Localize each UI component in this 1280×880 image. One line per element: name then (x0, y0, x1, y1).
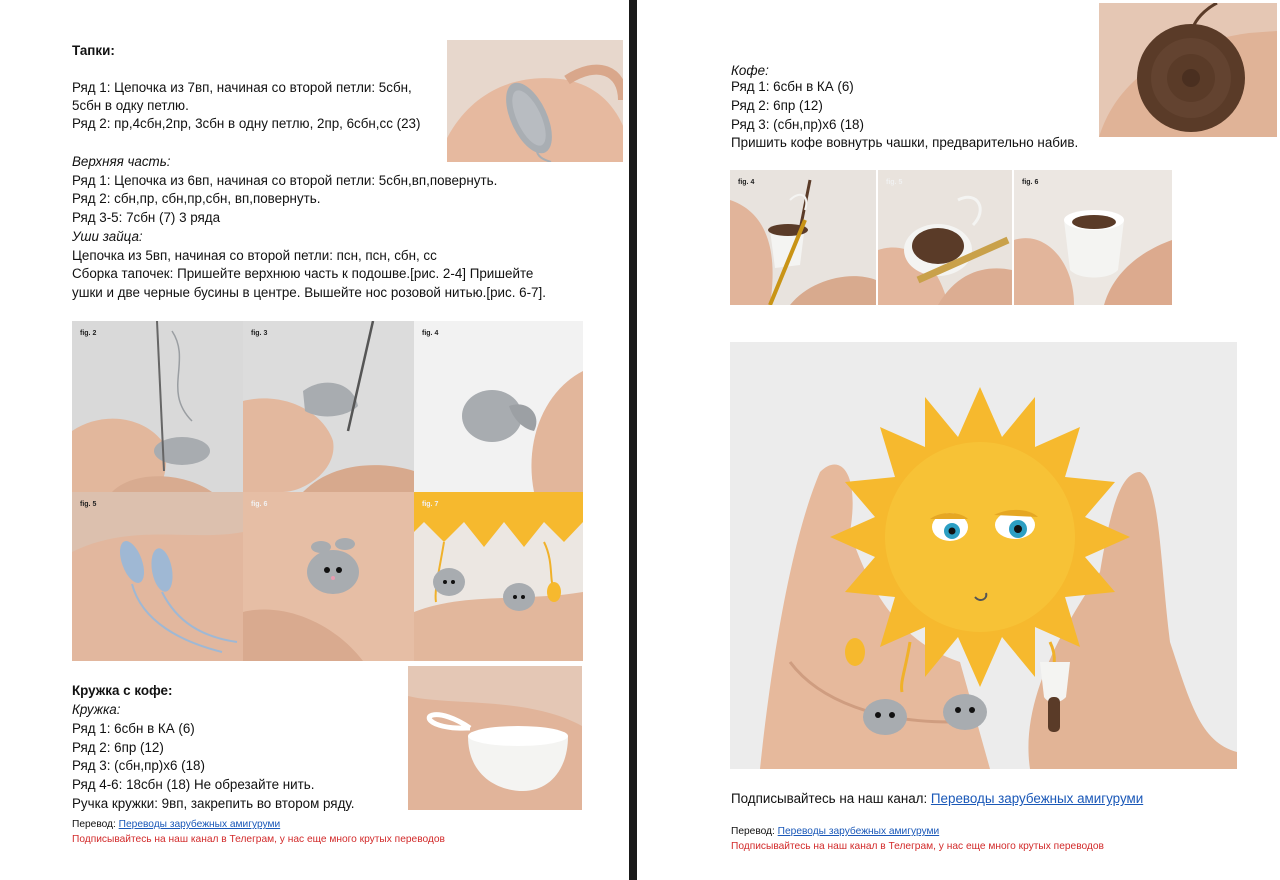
fig-5-label: fig. 5 (80, 501, 97, 508)
subscribe-link[interactable]: Переводы зарубежных амигуруми (930, 791, 1144, 806)
fig-6-coffee-label: fig. 6 (1022, 179, 1039, 186)
fig-6-photo (243, 492, 414, 661)
translation-prefix-right: Перевод: (731, 826, 778, 837)
upper-row-1: Ряд 1: Цепочка из 6вп, начиная со второй петли: 5сбн,вп,повернуть. (72, 173, 498, 188)
fig-4-photo (414, 321, 583, 492)
slippers-row-1-cont: 5сбн в одку петлю. (72, 98, 189, 113)
translation-link[interactable]: Переводы зарубежных амигуруми (118, 819, 281, 830)
fig-5-photo (72, 492, 243, 661)
fig-6-coffee-photo (1014, 170, 1172, 305)
fig-2-photo (72, 321, 243, 492)
mug-row-4-6: Ряд 4-6: 18сбн (18) Не обрезайте нить. (72, 777, 315, 792)
left-page (0, 0, 629, 880)
fig-5-coffee-label: fig. 5 (886, 179, 903, 186)
mug-row-1: Ряд 1: 6сбн в КА (6) (72, 721, 195, 736)
mug-row-3: Ряд 3: (сбн,пр)х6 (18) (72, 758, 205, 773)
assembly-line-2: ушки и две черные бусины в центре. Вышейте нос розовой нитью.[рис. 6-7]. (72, 285, 546, 300)
upper-row-2: Ряд 2: сбн,пр, сбн,пр,сбн, вп,повернуть. (72, 191, 321, 206)
upper-row-3: Ряд 3-5: 7сбн (7) 3 ряда (72, 210, 221, 225)
assembly-line-1: Сборка тапочек: Пришейте верхнюю часть к подошве.[рис. 2-4] Пришейте (72, 266, 534, 281)
subscribe-prefix: Подписывайтесь на наш канал: (731, 791, 931, 806)
sun-toy-photo (730, 342, 1237, 769)
fig-4-label: fig. 4 (422, 330, 439, 337)
mug-handle: Ручка кружки: 9вп, закрепить во втором ряду. (72, 796, 355, 811)
upper-part-title: Верхняя часть: (72, 154, 171, 169)
fig-2-label: fig. 2 (80, 330, 97, 337)
page-divider (629, 0, 637, 880)
fig-3-photo (243, 321, 414, 492)
translation-line-right (731, 825, 939, 839)
coffee-disc-photo (1099, 3, 1277, 137)
translation-link-right[interactable]: Переводы зарубежных амигуруми (777, 826, 940, 837)
right-page (637, 0, 1280, 880)
mug-with-coffee-title: Кружка с кофе: (72, 683, 173, 698)
fig-5-coffee-photo (878, 170, 1012, 305)
fig-7-photo (414, 492, 583, 661)
coffee-title: Кофе: (731, 63, 769, 78)
slippers-row-2: Ряд 2: пр,4сбн,2пр, 3сбн в одну петлю, 2пр, 6сбн,сс (23) (72, 116, 421, 131)
slippers-row-1: Ряд 1: Цепочка из 7вп, начиная со второй петли: 5сбн, (72, 80, 412, 95)
sole-photo (447, 40, 623, 162)
fig-4-coffee-label: fig. 4 (738, 179, 755, 186)
telegram-note-left: Подписывайтесь на наш канал в Телеграм, у нас еще много крутых переводов (72, 834, 445, 845)
fig-3-label: fig. 3 (251, 330, 268, 337)
ears-title: Уши зайца: (72, 229, 143, 244)
translation-prefix: Перевод: (72, 819, 119, 830)
mug-row-2: Ряд 2: 6пр (12) (72, 740, 164, 755)
coffee-row-3: Ряд 3: (сбн,пр)х6 (18) (731, 117, 864, 132)
telegram-note-right: Подписывайтесь на наш канал в Телеграм, у нас еще много крутых переводов (731, 841, 1104, 852)
mug-subtitle: Кружка: (72, 702, 121, 717)
slippers-title: Тапки: (72, 43, 115, 58)
subscribe-line (731, 790, 1143, 809)
coffee-row-1: Ряд 1: 6сбн в КА (6) (731, 79, 854, 94)
coffee-row-2: Ряд 2: 6пр (12) (731, 98, 823, 113)
ears-row-1: Цепочка из 5вп, начиная со второй петли: псн, псн, сбн, сс (72, 248, 437, 263)
fig-6-label: fig. 6 (251, 501, 268, 508)
translation-line-left (72, 818, 280, 832)
fig-4-coffee-photo (730, 170, 876, 305)
fig-7-label: fig. 7 (422, 501, 439, 508)
coffee-sew-instruction: Пришить кофе вовнутрь чашки, предварительно набив. (731, 135, 1079, 150)
white-mug-photo (408, 666, 582, 810)
